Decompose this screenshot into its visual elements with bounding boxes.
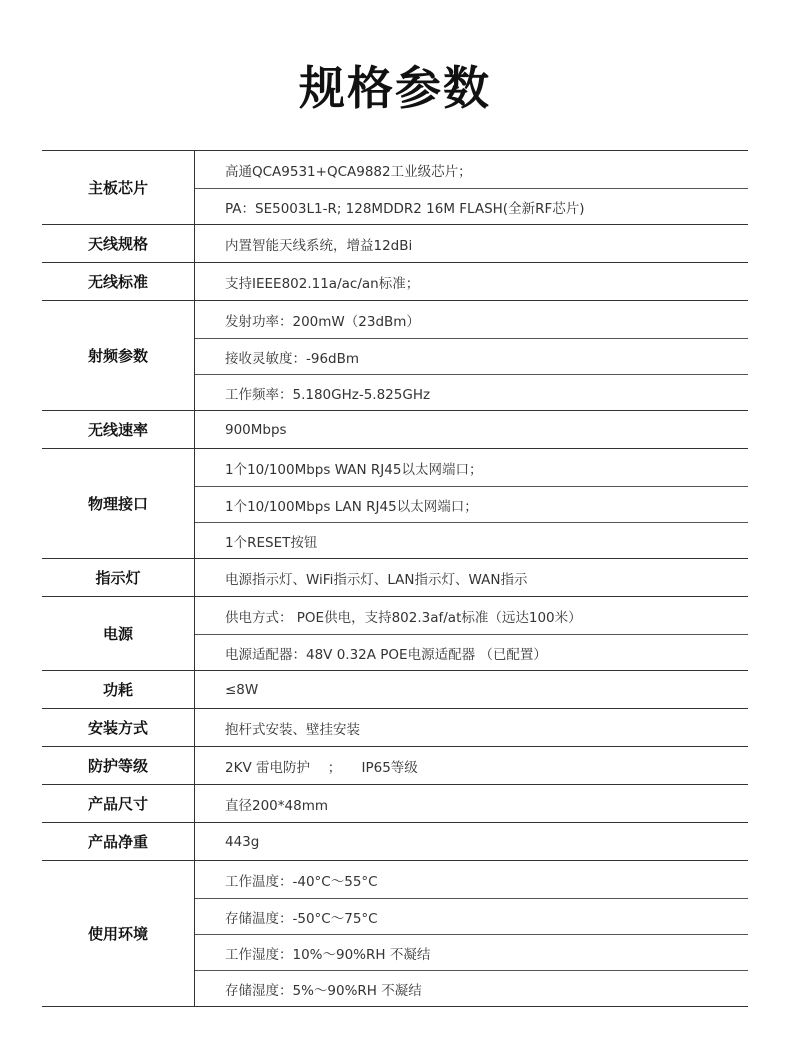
spec-value: 高通QCA9531+QCA9882工业级芯片； (225, 163, 472, 180)
spec-label: 产品净重 (42, 823, 195, 860)
spec-values (195, 449, 748, 558)
spec-value: 1个10/100Mbps LAN RJ45以太网端口； (195, 486, 748, 522)
spec-row (42, 448, 748, 558)
spec-value: 工作频率：5.180GHz-5.825GHz (195, 374, 748, 410)
spec-value: 供电方式： POE供电，支持802.3af/at标准（远达100米） (225, 609, 582, 626)
spec-value: 内置智能天线系统，增益12dBi (225, 237, 413, 254)
spec-values (195, 559, 748, 596)
spec-values (195, 861, 748, 1006)
spec-row (42, 596, 748, 670)
spec-row (42, 784, 748, 822)
spec-values (195, 151, 748, 224)
spec-values (195, 597, 748, 670)
spec-value: 支持IEEE802.11a/ac/an标准； (225, 275, 420, 292)
spec-value: 存储温度：-50°C～75°C (195, 898, 748, 934)
spec-value: 1个RESET按钮 (195, 522, 748, 558)
spec-value: 1个10/100Mbps WAN RJ45以太网端口； (225, 461, 483, 478)
spec-label: 电源 (42, 597, 195, 670)
spec-value: 2KV 雷电防护 ； IP65等级 (225, 759, 418, 776)
spec-row (42, 262, 748, 300)
spec-value: 存储湿度：5%～90%RH 不凝结 (195, 970, 748, 1006)
spec-value: 电源适配器：48V 0.32A POE电源适配器 （已配置） (195, 634, 748, 670)
spec-value: 直径200*48mm (225, 797, 328, 814)
spec-value: 工作湿度：10%～90%RH 不凝结 (195, 934, 748, 970)
spec-label: 产品尺寸 (42, 785, 195, 822)
spec-value: 900Mbps (225, 421, 287, 438)
spec-values (195, 301, 748, 410)
spec-label: 无线速率 (42, 411, 195, 448)
spec-label: 主板芯片 (42, 151, 195, 224)
spec-row (42, 860, 748, 1007)
spec-row (42, 670, 748, 708)
spec-table (42, 150, 748, 1007)
spec-row (42, 150, 748, 224)
spec-value: 发射功率：200mW（23dBm） (225, 313, 420, 330)
spec-label: 天线规格 (42, 225, 195, 262)
spec-label: 功耗 (42, 671, 195, 708)
spec-row (42, 300, 748, 410)
page-title: 规格参数 (299, 61, 491, 115)
spec-label: 安装方式 (42, 709, 195, 746)
spec-row (42, 224, 748, 262)
spec-label: 射频参数 (42, 301, 195, 410)
spec-label: 指示灯 (42, 559, 195, 596)
spec-row (42, 746, 748, 784)
spec-label: 无线标准 (42, 263, 195, 300)
spec-label: 物理接口 (42, 449, 195, 558)
spec-value: 工作温度：-40°C～55°C (225, 873, 378, 890)
spec-row (42, 822, 748, 860)
spec-value: 抱杆式安装、壁挂安装 (225, 721, 360, 738)
spec-values (195, 411, 748, 448)
spec-values (195, 263, 748, 300)
spec-values (195, 747, 748, 784)
spec-label: 防护等级 (42, 747, 195, 784)
spec-label: 使用环境 (42, 861, 195, 1006)
spec-values (195, 785, 748, 822)
spec-values (195, 709, 748, 746)
spec-values (195, 823, 748, 860)
spec-value: PA：SE5003L1-R; 128MDDR2 16M FLASH(全新RF芯片) (195, 188, 748, 224)
spec-value: 443g (225, 833, 260, 850)
spec-row (42, 410, 748, 448)
spec-row (42, 558, 748, 596)
spec-value: 接收灵敏度：-96dBm (195, 338, 748, 374)
spec-value: ≤8W (225, 681, 259, 698)
spec-value: 电源指示灯、WiFi指示灯、LAN指示灯、WAN指示 (225, 571, 528, 588)
spec-values (195, 225, 748, 262)
spec-values (195, 671, 748, 708)
spec-row (42, 708, 748, 746)
